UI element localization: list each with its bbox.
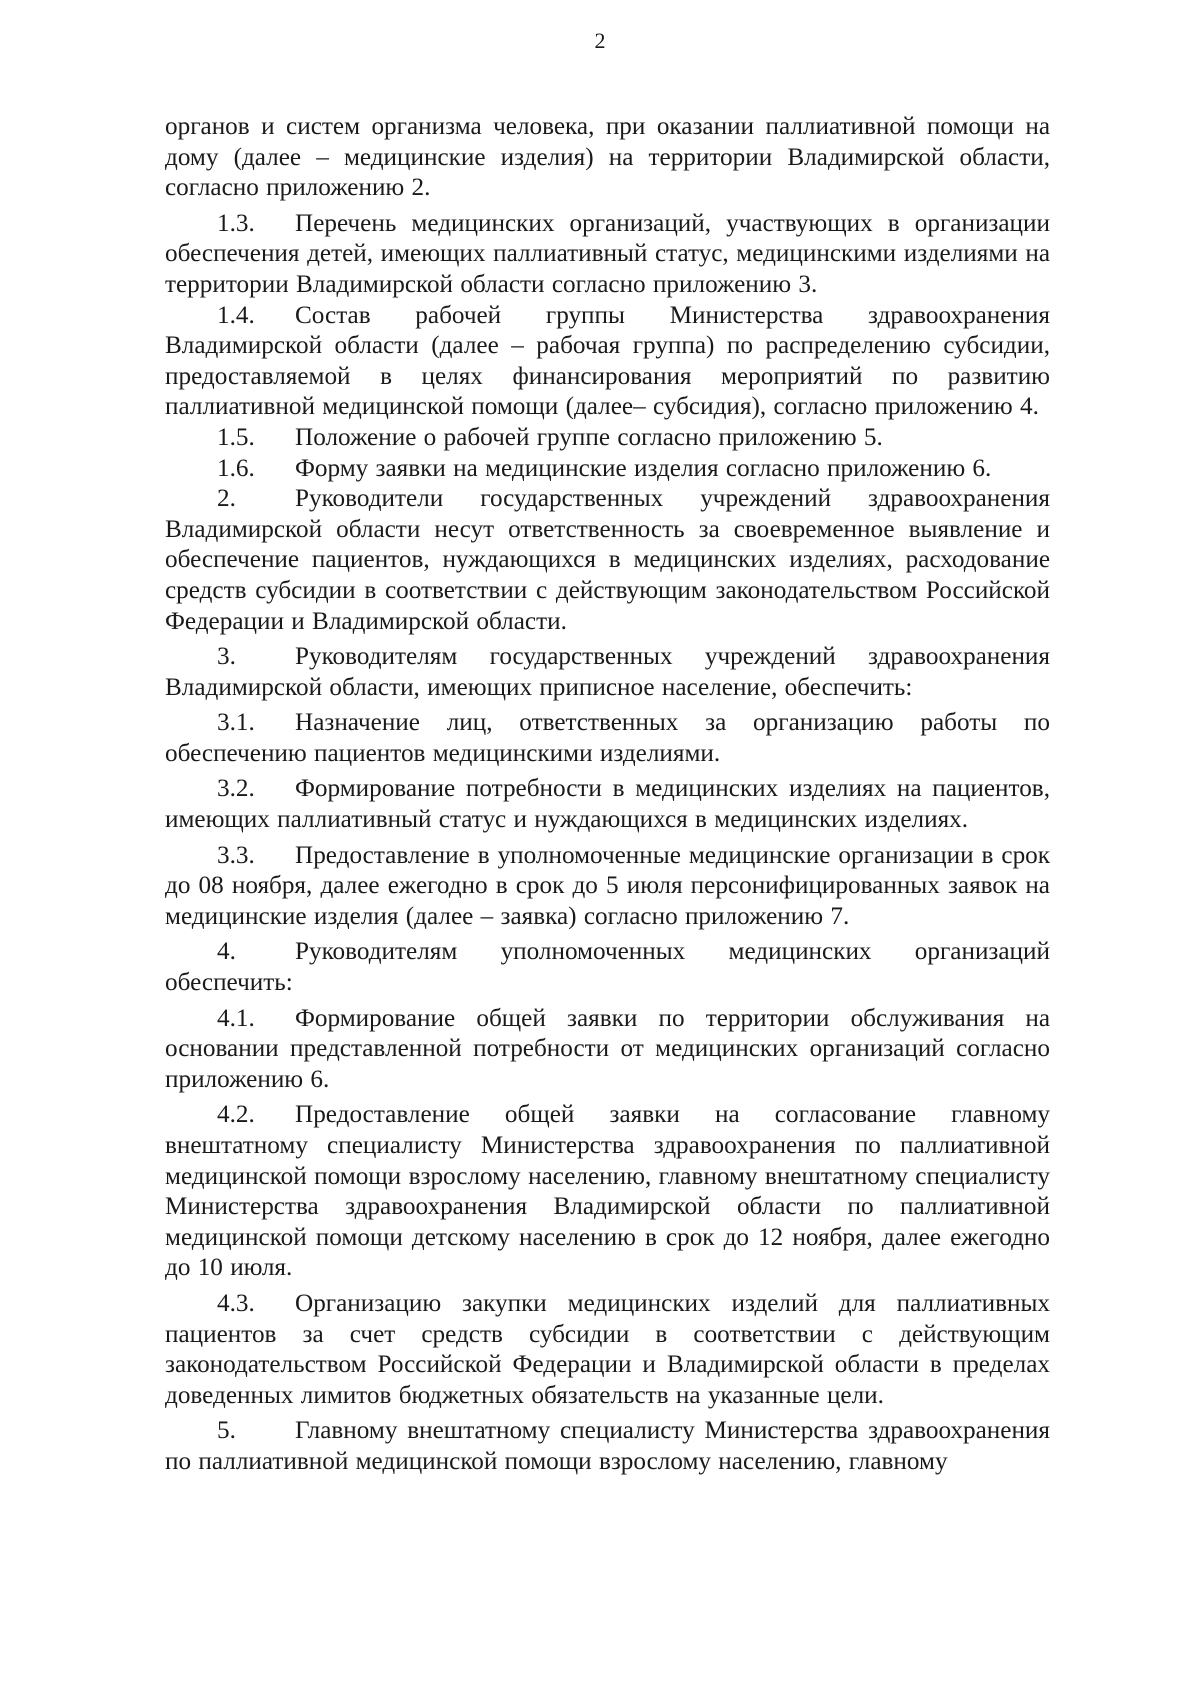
paragraph: [165, 1289, 1050, 1411]
paragraph-text: Предоставление в уполномоченные медицинские организации в срок до 08 ноября, далее ежегодно в срок до 5 июля персонифицированных заявок на медицинские изделия (далее – заявка) согласно приложению 7.: [165, 841, 1050, 930]
paragraph: [165, 774, 1050, 835]
paragraph-number: 3.3.: [217, 841, 255, 869]
paragraph: [165, 1100, 1050, 1284]
paragraph: [165, 642, 1050, 703]
paragraph-text: Положение о рабочей группе согласно приложению 5.: [295, 423, 883, 451]
paragraph-number: 1.3.: [217, 209, 255, 237]
paragraph-text: Формирование общей заявки по территории обслуживания на основании представленной потребности от медицинских организаций согласно приложению 6.: [165, 1004, 1050, 1093]
paragraph: [165, 209, 1050, 301]
paragraph-text: Руководители государственных учреждений здравоохранения Владимирской области несут ответственность за своевременное выявление и обеспечение пациентов, нуждающихся в медицинских изделиях, расходование средств субсидии в соответствии с действующим законодательством Российской Федерации и Владимирской области.: [165, 485, 1050, 635]
paragraph-number: 3.1.: [217, 709, 255, 737]
paragraph: [165, 112, 1050, 204]
paragraph-text: Предоставление общей заявки на согласование главному внештатному специалисту Министерства здравоохранения по паллиативной медицинской помощи взрослому населению, главному внештатному специалисту Министерства здравоохранения Владимирской области по паллиативной медицинской помощи детскому населению в срок до 12 ноября, далее ежегодно до 10 июля.: [165, 1101, 1050, 1282]
paragraph-number: 4.3.: [217, 1289, 255, 1317]
paragraph-number: 3.: [217, 643, 236, 671]
paragraph-number: 2.: [217, 485, 236, 513]
paragraph: [165, 454, 1050, 485]
paragraph-text: органов и систем организма человека, при оказании паллиативной помощи на дому (далее – медицинские изделия) на территории Владимирской области, согласно приложению 2.: [165, 113, 1050, 202]
paragraph-number: 1.4.: [217, 301, 255, 329]
paragraph: [165, 1416, 1050, 1477]
paragraph: [165, 708, 1050, 769]
paragraph-text: Форму заявки на медицинские изделия согласно приложению 6.: [295, 454, 992, 482]
paragraph: [165, 841, 1050, 933]
paragraph: [165, 1004, 1050, 1096]
paragraph-text: Главному внештатному специалисту Министерства здравоохранения по паллиативной медицинской помощи взрослому населению, главному: [165, 1417, 1050, 1475]
paragraph-text: Формирование потребности в медицинских изделиях на пациентов, имеющих паллиативный статус и нуждающихся в медицинских изделиях.: [165, 775, 1050, 834]
paragraph-number: 4.1.: [217, 1004, 255, 1032]
paragraph-number: 1.6.: [217, 454, 255, 482]
paragraph-number: 3.2.: [217, 775, 255, 803]
paragraph-number: 5.: [217, 1417, 236, 1445]
paragraph: [165, 484, 1050, 637]
paragraph-text: Руководителям уполномоченных медицинских организаций обеспечить:: [165, 938, 1050, 997]
paragraph: [165, 301, 1050, 423]
paragraph: [165, 937, 1050, 998]
paragraph-text: Назначение лиц, ответственных за организацию работы по обеспечению пациентов медицинскими изделиями.: [165, 709, 1050, 767]
document-body: [165, 112, 1050, 1478]
paragraph-text: Состав рабочей группы Министерства здравоохранения Владимирской области (далее – рабочая группа) по распределению субсидии, предоставляемой в целях финансирования мероприятий по развитию паллиативной медицинской помощи (далее– субсидия), согласно приложению 4.: [165, 301, 1050, 421]
paragraph-number: 4.2.: [217, 1101, 255, 1129]
page-number: 2: [594, 28, 606, 53]
paragraph-text: Перечень медицинских организаций, участвующих в организации обеспечения детей, имеющих паллиативный статус, медицинскими изделиями на территории Владимирской области согласно приложению 3.: [165, 209, 1050, 298]
paragraph: [165, 423, 1050, 454]
paragraph-text: Руководителям государственных учреждений здравоохранения Владимирской области, имеющих приписное население, обеспечить:: [165, 643, 1050, 701]
paragraph-text: Организацию закупки медицинских изделий для паллиативных пациентов за счет средств субсидии в соответствии с действующим законодательством Российской Федерации и Владимирской области в пределах доведенных лимитов бюджетных обязательств на указанные цели.: [165, 1289, 1050, 1409]
paragraph-number: 1.5.: [217, 423, 255, 451]
paragraph-number: 4.: [217, 938, 236, 966]
